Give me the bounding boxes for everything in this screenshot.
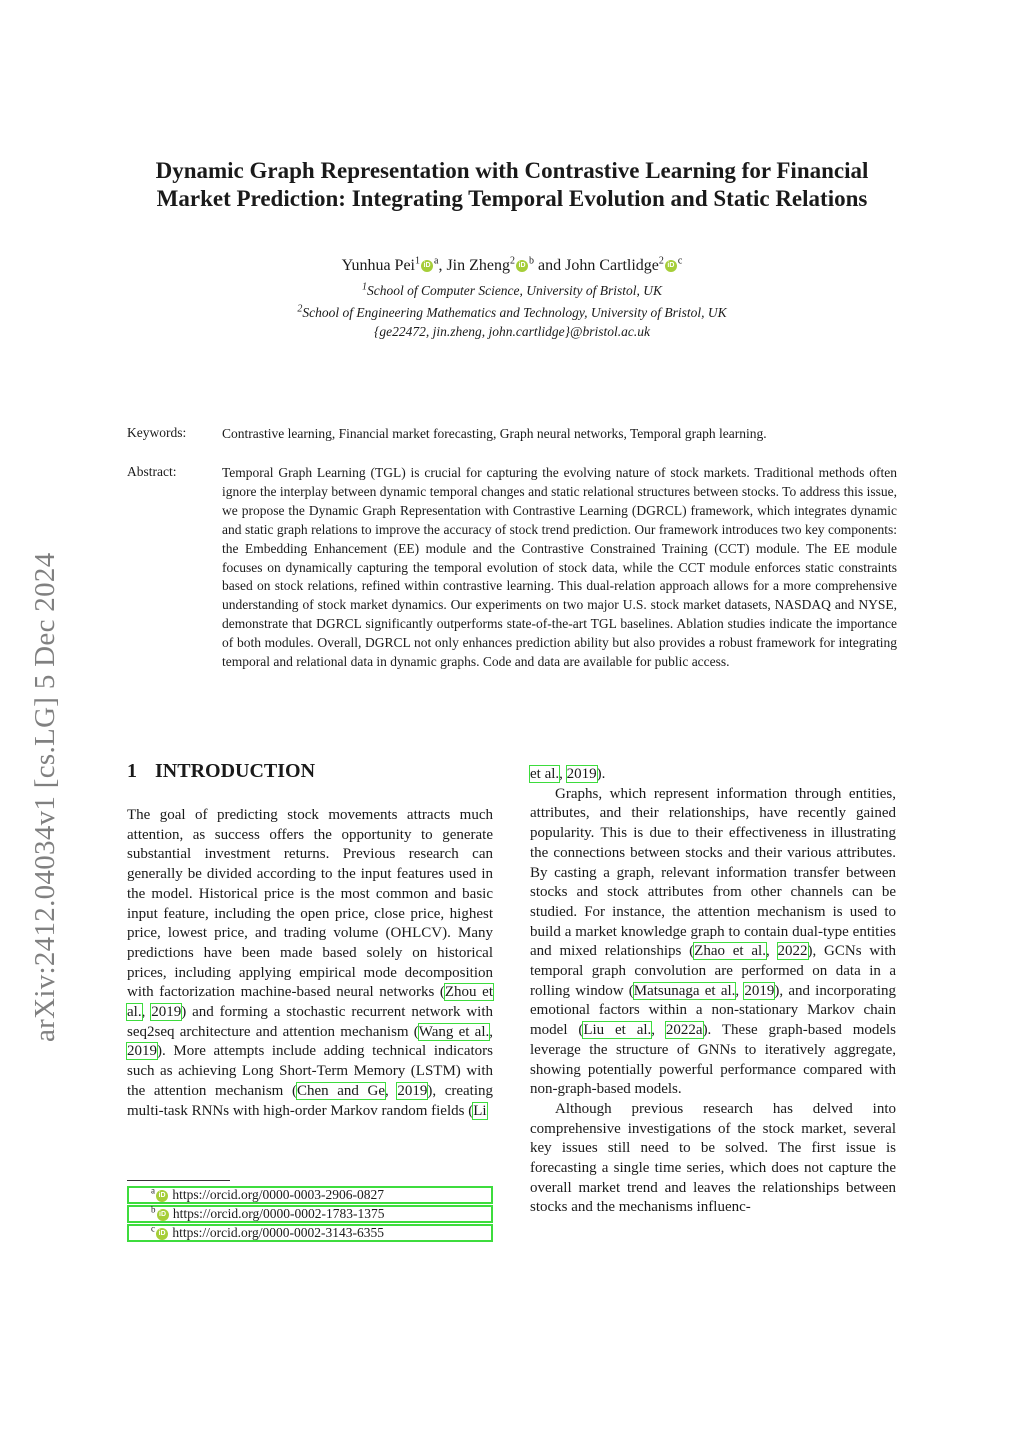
intro-paragraph-1: The goal of predicting stock movements attracts much attention, as success offers the opportunity to generate substantial investment returns. Previous research can generally be divided according to the input features used in the model. Historical price is the most common and basic input feature, including the open price, close price, highest price, lowest price, and trading volume (OHLCV). Many predictions have been made based solely on historical prices, including applying empirical mode decomposition with factorization machine-based neural networks (Zhou et al., 2019) and forming a stochastic recurrent network with seq2seq architecture and attention mechanism (Wang et al., 2019). More attempts include adding technical indicators such as achieving Long Short-Term Memory (LSTM) with the attention mechanism (Chen and Ge, 2019), creating multi-task RNNs with high-order Markov random fields (Li xyxy=(127,807,494,1119)
intro-paragraph-3: Although previous research has delved into comprehensive investigations of the stock market, several key issues still need to be solved. The first issue is forecasting a single time series, which does not capture the overall market trend and leaves the relationships between stocks and the mechanisms influenc- xyxy=(530,1100,896,1216)
section-number: 1 xyxy=(127,760,137,782)
orcid-mark: c xyxy=(677,255,683,267)
footnote-mark: a xyxy=(151,1185,155,1196)
author-list xyxy=(110,256,914,276)
footnote-orcid-link[interactable] xyxy=(127,1205,493,1223)
affiliation-2 xyxy=(110,304,914,322)
orcid-icon[interactable]: iD xyxy=(421,260,433,272)
section-heading xyxy=(127,760,315,783)
arxiv-identifier: arXiv:2412.04034v1 [cs.LG] 5 Dec 2024 xyxy=(29,552,61,1042)
citation-link[interactable]: 2019 xyxy=(151,1004,182,1021)
title-line-1: Dynamic Graph Representation with Contrastive Learning for Financial xyxy=(155,158,869,183)
affiliation-1 xyxy=(110,282,914,300)
footnote-orcid-link[interactable] xyxy=(127,1224,493,1242)
citation-link[interactable]: 2019 xyxy=(566,766,597,782)
citation-link[interactable]: 2022a xyxy=(665,1022,703,1039)
footnotes xyxy=(127,1186,493,1243)
citation-link[interactable]: 2019 xyxy=(127,1043,157,1060)
citation-link[interactable]: 2022 xyxy=(777,943,808,960)
orcid-url[interactable]: https://orcid.org/0000-0002-3143-6355 xyxy=(172,1225,384,1240)
citation-link[interactable]: Zhao et al. xyxy=(694,943,766,960)
affiliation-text: School of Engineering Mathematics and Technology, University of Bristol, UK xyxy=(302,305,727,320)
orcid-url[interactable]: https://orcid.org/0000-0003-2906-0827 xyxy=(172,1187,384,1202)
orcid-icon[interactable]: iD xyxy=(516,260,528,272)
orcid-icon: iD xyxy=(156,1228,168,1240)
author-affiliation-mark: 2 xyxy=(658,255,664,267)
continued-citation: et al., 2019). xyxy=(530,766,606,782)
intro-paragraph-2: Graphs, which represent information through entities, attributes, and their relationships, have recently gained popularity. This is due to their effectiveness in illustrating the connections between stocks and their various attributes. By casting a graph, relevant information transfer between stocks and stock attributes from other channels can be studied. For instance, the attention mechanism is used to build a market knowledge graph to contain dual-type entities and mixed relationships (Zhao et al., 2022), GCNs with temporal graph convolution are performed on data in a rolling window (Matsunaga et al., 2019), and incorporating emotional factors within a non-stationary Markov chain model (Liu et al., 2022a). These graph-based models leverage the structure of GNNs to iteratively aggregate, showing potentially powerful performance compared with non-graph-based models. xyxy=(530,785,897,1098)
citation-link[interactable]: Zhou et al. xyxy=(127,984,493,1021)
author-name: Yunhua Pei xyxy=(341,257,415,274)
footnote-mark: c xyxy=(151,1223,155,1234)
body-text: The goal of predicting stock movements attracts much attention, as success offers the opportunity to generate substantial investment returns. Previous research can generally be divided according to the input features used in the model. Historical price is the most common and basic input feature, including the open price, close price, highest price, lowest price, and trading volume (OHLCV). Many predictions have been made based solely on historical prices, including applying empirical mode decomposition with factorization machine-based neural networks ( xyxy=(127,807,493,1001)
body-text: ). More attempts include adding technical indicators such as achieving Long Short-Term Memory (LSTM) with the attention mechanism ( xyxy=(127,1043,493,1099)
orcid-icon: iD xyxy=(157,1209,169,1221)
orcid-url[interactable]: https://orcid.org/0000-0002-1783-1375 xyxy=(172,1206,385,1221)
citation-link[interactable]: 2019 xyxy=(744,982,775,999)
author-name: John Cartlidge xyxy=(565,257,659,274)
citation-link[interactable]: et al. xyxy=(530,766,560,782)
citation-link[interactable]: Matsunaga et al. xyxy=(633,982,736,999)
paper-title xyxy=(110,157,914,213)
author-separator: , xyxy=(438,257,447,274)
body-text: ), creating multi-task RNNs with high-order Markov random fields ( xyxy=(127,1082,493,1119)
author-separator: and xyxy=(534,257,566,274)
author-name: Jin Zheng xyxy=(446,257,510,274)
citation-link[interactable]: Liu et al. xyxy=(583,1022,652,1039)
abstract-label: Abstract: xyxy=(127,464,177,479)
citation-link[interactable]: Li xyxy=(473,1102,487,1119)
orcid-icon: iD xyxy=(156,1190,168,1202)
body-text: ) and forming a stochastic recurrent network with seq2seq architecture and attention mechanism ( xyxy=(127,1004,494,1040)
keywords-text: Contrastive learning, Financial market forecasting, Graph neural networks, Temporal graph learning. xyxy=(222,426,767,441)
footnote-mark: b xyxy=(151,1204,156,1215)
body-text: ), and incorporating emotional factors within a non-stationary Markov chain model ( xyxy=(530,982,896,1039)
body-text: ). xyxy=(596,766,606,782)
affiliation-number: 2 xyxy=(297,303,303,315)
citation-link[interactable]: Wang et al. xyxy=(418,1023,490,1040)
section-title: INTRODUCTION xyxy=(155,760,316,782)
citation-link[interactable]: Chen and Ge xyxy=(296,1082,385,1099)
affiliation-text: School of Computer Science, University of Bristol, UK xyxy=(366,283,663,298)
body-text: Graphs, which represent information through entities, attributes, and their relationships, have recently gained popularity. This is due to their effectiveness in illustrating the connections between stocks and their various attributes. By casting a graph, relevant information transfer between stocks and stock attributes from other channels can be studied. For instance, the attention mechanism is used to build a market knowledge graph to contain dual-type entities and mixed relationships ( xyxy=(530,785,896,960)
author-affiliation-mark: 1 xyxy=(415,255,420,267)
author-emails: {ge22472, jin.zheng, john.cartlidge}@bristol.ac.uk xyxy=(374,324,650,339)
abstract-text: Temporal Graph Learning (TGL) is crucial for capturing the evolving nature of stock markets. Traditional methods often ignore the interplay between dynamic temporal changes and static relational structures between stocks. To address this issue, we propose the Dynamic Graph Representation with Contrastive Learning (DGRCL) framework, which integrates dynamic and static graph relations to improve the accuracy of stock trend prediction. Our framework introduces two key components: the Embedding Enhancement (EE) module and the Contrastive Constrained Training (CCT) module. The EE module focuses on dynamically capturing the temporal evolution of stock data, while the CCT module enforces static constraints based on stock relations, refined within contrastive learning. This dual-relation approach allows for a more comprehensive understanding of stock market dynamics. Our experiments on two major U.S. stock market datasets, NASDAQ and NYSE, demonstrate that DGRCL significantly outperforms state-of-the-art TGL baselines. Ablation studies indicate the importance of both modules. Overall, DGRCL not only enhances prediction ability but also provides a robust framework for integrating temporal and relational data in dynamic graphs. Code and data are available for public access. xyxy=(222,465,897,670)
author-affiliation-mark: 2 xyxy=(510,255,515,267)
citation-link[interactable]: 2019 xyxy=(397,1082,428,1099)
body-text: ), GCNs with temporal graph convolution are performed on data in a rolling window ( xyxy=(530,943,896,999)
title-line-2: Market Prediction: Integrating Temporal Evolution and Static Relations xyxy=(156,186,868,211)
footnote-rule xyxy=(127,1180,230,1181)
right-column xyxy=(530,765,896,1218)
orcid-mark: b xyxy=(529,255,534,267)
left-column xyxy=(127,806,493,1121)
body-text: ). These graph-based models leverage the structure of GNNs to iteratively aggregate, showing potentially powerful performance compared with non-graph-based models. xyxy=(530,1022,897,1098)
footnote-orcid-link[interactable] xyxy=(127,1186,493,1204)
affiliation-number: 1 xyxy=(361,281,367,293)
orcid-icon[interactable]: iD xyxy=(665,260,677,272)
keywords-label: Keywords: xyxy=(127,425,187,440)
orcid-mark: a xyxy=(434,255,439,267)
